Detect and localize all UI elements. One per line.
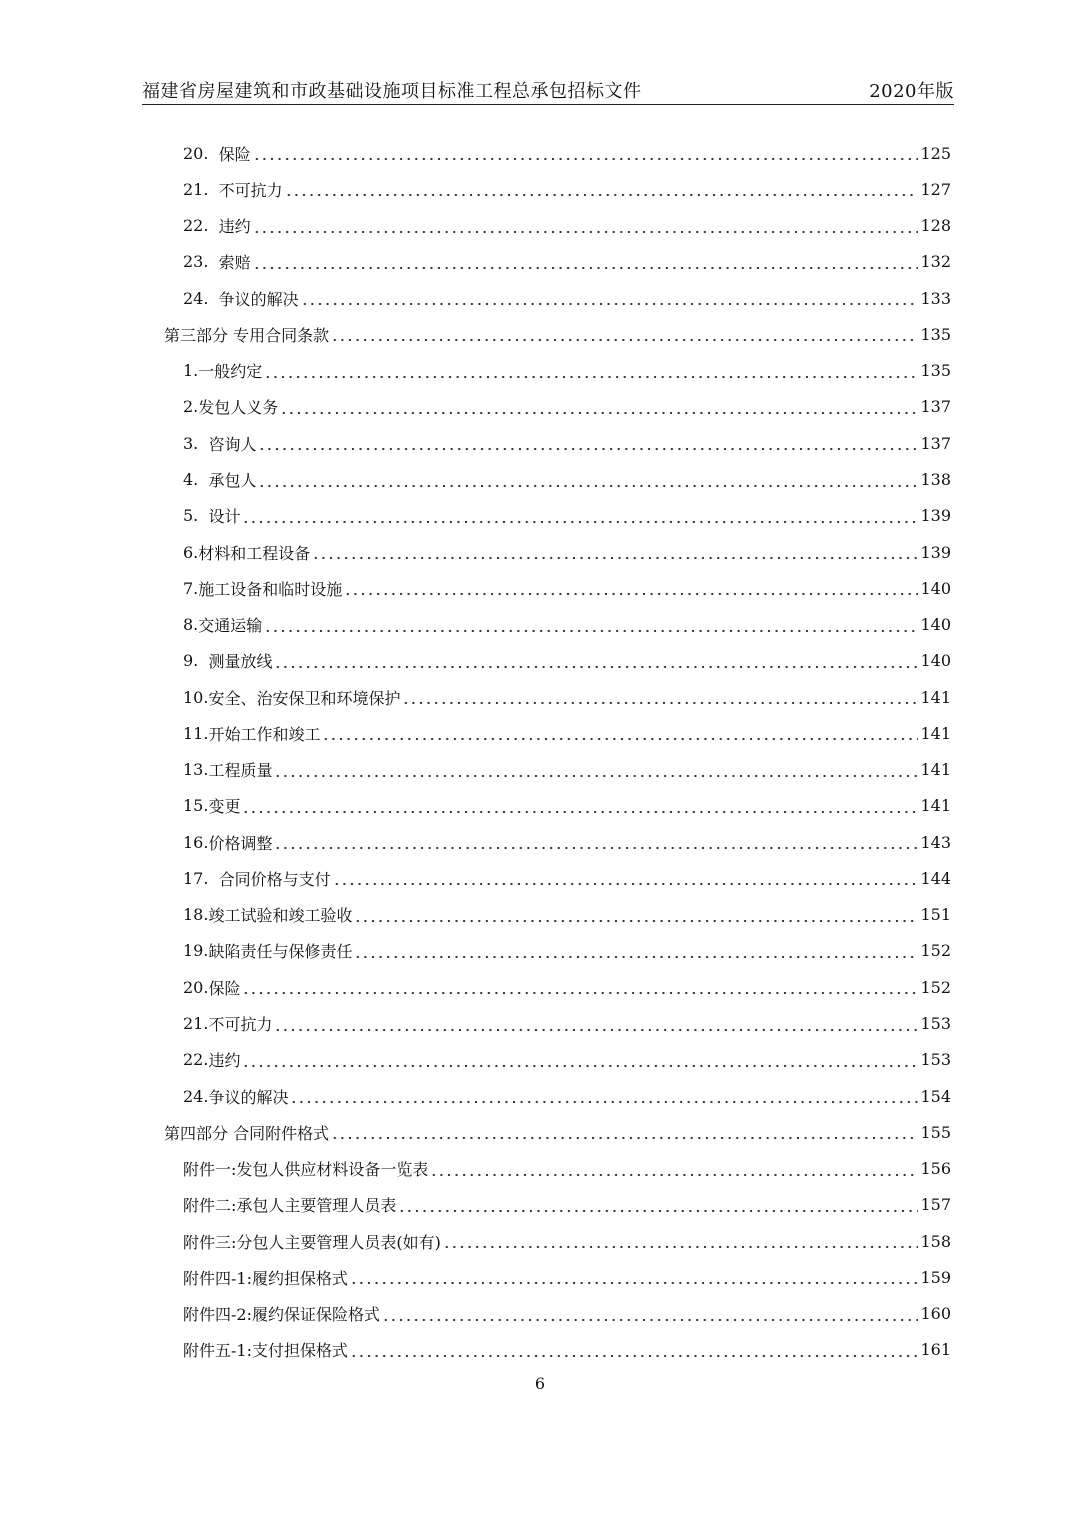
- dot-leader: [333, 869, 919, 887]
- toc-entry-title: 争议的解决: [218, 289, 299, 309]
- edition-label: 2020年版: [869, 81, 954, 102]
- toc-entry-number: 21.: [183, 1014, 209, 1033]
- dot-leader: [242, 978, 918, 996]
- toc-entry-title: 一般约定: [198, 362, 263, 382]
- toc-entry-number: 23.: [183, 252, 209, 272]
- toc-entry[interactable]: [0, 1042, 1080, 1078]
- toc-entry-number: 附件三:: [183, 1232, 237, 1252]
- toc-entry-number: 附件五-1:: [183, 1341, 252, 1361]
- toc-entry[interactable]: [0, 1223, 1080, 1259]
- toc-entry[interactable]: [0, 824, 1080, 860]
- toc-entry-page: 151: [920, 905, 951, 925]
- dot-leader: [301, 289, 919, 307]
- toc-entry[interactable]: [0, 1296, 1080, 1332]
- toc-entry-spacing: [208, 869, 218, 888]
- toc-entry[interactable]: [0, 1150, 1080, 1186]
- toc-entry-page: 137: [920, 397, 951, 417]
- toc-entry-title: 合同价格与支付: [218, 869, 331, 889]
- dot-leader: [350, 1268, 918, 1286]
- toc-entry-page: 132: [920, 252, 951, 272]
- toc-entry-title: 竣工试验和竣工验收: [208, 906, 353, 926]
- toc-entry-page: 158: [920, 1231, 951, 1251]
- toc-entry-page: 161: [920, 1340, 951, 1360]
- dot-leader: [253, 253, 919, 271]
- toc-entry-page: 141: [920, 760, 951, 780]
- toc-entry-number: 附件四-2:: [183, 1305, 252, 1325]
- toc-entry-page: 139: [920, 542, 951, 562]
- toc-entry[interactable]: [0, 534, 1080, 570]
- toc-entry[interactable]: [0, 425, 1080, 461]
- toc-entry-title: 材料和工程设备: [198, 543, 311, 563]
- toc-entry-page: 133: [920, 288, 951, 308]
- dot-leader: [354, 906, 918, 924]
- toc-entry-page: 140: [920, 651, 951, 671]
- toc-entry-number: 24.: [183, 1086, 209, 1106]
- toc-entry-title: 违约: [208, 1051, 241, 1071]
- toc-entry-number: 3.: [183, 433, 199, 453]
- toc-entry[interactable]: [0, 752, 1080, 788]
- toc-entry-page: 155: [920, 1122, 951, 1142]
- toc-entry-number: 6.: [183, 542, 199, 562]
- toc-entry-number: 第四部分: [164, 1123, 229, 1143]
- toc-entry[interactable]: [0, 171, 1080, 207]
- toc-entry-number: 第三部分: [164, 325, 229, 345]
- toc-entry-page: 128: [920, 216, 951, 236]
- toc-entry-title: 合同附件格式: [233, 1123, 330, 1143]
- toc-entry-title: 索赔: [218, 253, 251, 273]
- toc-entry-number: 15.: [183, 796, 209, 816]
- dot-leader: [290, 1087, 918, 1105]
- toc-entry-page: 152: [920, 941, 951, 961]
- toc-entry-number: 19.: [183, 941, 209, 961]
- dot-leader: [402, 688, 918, 706]
- toc-entry[interactable]: [0, 860, 1080, 896]
- document-title: 福建省房屋建筑和市政基础设施项目标准工程总承包招标文件: [142, 81, 642, 102]
- toc-entry[interactable]: [0, 1187, 1080, 1223]
- dot-leader: [274, 652, 918, 670]
- toc-entry-title: 专用合同条款: [233, 325, 330, 345]
- toc-entry-number: 附件四-1:: [183, 1268, 252, 1288]
- toc-entry[interactable]: [0, 1005, 1080, 1041]
- page-number: 6: [534, 1374, 546, 1393]
- toc-entry[interactable]: [0, 1114, 1080, 1150]
- toc-entry-number: 17.: [183, 868, 209, 888]
- toc-entry-number: 22.: [183, 1050, 209, 1070]
- header-rule: [142, 104, 954, 105]
- toc-entry-page: 135: [920, 361, 951, 381]
- dot-leader: [264, 362, 918, 380]
- toc-entry-page: 127: [920, 179, 951, 199]
- dot-leader: [274, 833, 918, 851]
- toc-entry-title: 违约: [218, 217, 251, 237]
- toc-entry[interactable]: [0, 897, 1080, 933]
- toc-entry[interactable]: [0, 1259, 1080, 1295]
- dot-leader: [242, 1051, 918, 1069]
- toc-entry-spacing: [208, 216, 218, 235]
- toc-entry-page: 154: [920, 1086, 951, 1106]
- toc-entry-title: 咨询人: [208, 434, 257, 454]
- toc-entry-title: 分包人主要管理人员表(如有): [236, 1232, 441, 1252]
- toc-entry[interactable]: [0, 461, 1080, 497]
- dot-leader: [382, 1305, 918, 1323]
- toc-entry-number: 21.: [183, 179, 209, 199]
- toc-entry-title: 发包人供应材料设备一览表: [236, 1160, 429, 1180]
- toc-entry-title: 变更: [208, 797, 241, 817]
- toc-entry-number: 附件一:: [183, 1160, 237, 1180]
- dot-leader: [312, 543, 918, 561]
- toc-entry-number: 20.: [183, 143, 209, 163]
- toc-entry-page: 156: [920, 1159, 951, 1179]
- toc-entry-spacing: [208, 289, 218, 308]
- toc-entry[interactable]: [0, 498, 1080, 534]
- toc-entry-title: 承包人: [208, 471, 257, 491]
- toc-entry-title: 不可抗力: [218, 180, 283, 200]
- dot-leader: [264, 616, 918, 634]
- toc-entry-page: 144: [920, 868, 951, 888]
- toc-entry-title: 测量放线: [208, 652, 273, 672]
- dot-leader: [331, 1123, 918, 1141]
- dot-leader: [354, 942, 918, 960]
- toc-entry-title: 交通运输: [198, 616, 263, 636]
- dot-leader: [350, 1341, 918, 1359]
- toc-entry-page: 138: [920, 470, 951, 490]
- toc-entry-spacing: [198, 470, 208, 489]
- toc-entry[interactable]: [0, 933, 1080, 969]
- dot-leader: [274, 761, 918, 779]
- toc-entry-spacing: [198, 506, 208, 525]
- dot-leader: [258, 434, 918, 452]
- toc-entry-number: 5.: [183, 506, 199, 526]
- toc-entry-page: 157: [920, 1195, 951, 1215]
- toc-entry-number: 2.: [183, 397, 199, 417]
- dot-leader: [322, 724, 918, 742]
- toc-entry-spacing: [198, 434, 208, 453]
- toc-entry-page: 159: [920, 1267, 951, 1287]
- toc-entry-page: 160: [920, 1304, 951, 1324]
- toc-entry[interactable]: [0, 244, 1080, 280]
- toc-entry-number: 16.: [183, 832, 209, 852]
- toc-entry-number: 24.: [183, 288, 209, 308]
- toc-entry-title: 价格调整: [208, 833, 273, 853]
- dot-leader: [280, 398, 918, 416]
- toc-entry-page: 137: [920, 433, 951, 453]
- toc-entry-title: 支付担保格式: [251, 1341, 348, 1361]
- toc-entry-title: 履约保证保险格式: [251, 1305, 380, 1325]
- toc-entry-number: 10.: [183, 687, 209, 707]
- dot-leader: [331, 325, 918, 343]
- toc-entry-number: 9.: [183, 651, 199, 671]
- toc-entry-page: 141: [920, 796, 951, 816]
- dot-leader: [398, 1196, 918, 1214]
- toc-entry-number: 8.: [183, 615, 199, 635]
- toc-entry-title: 保险: [208, 978, 241, 998]
- toc-entry-page: 140: [920, 578, 951, 598]
- dot-leader: [258, 471, 918, 489]
- toc-entry[interactable]: [0, 788, 1080, 824]
- toc-entry-number: 附件二:: [183, 1196, 237, 1216]
- toc-entry[interactable]: [0, 1332, 1080, 1368]
- dot-leader: [253, 144, 919, 162]
- toc-entry-title: 发包人义务: [198, 398, 279, 418]
- running-header: [142, 76, 954, 104]
- toc-entry-number: 22.: [183, 216, 209, 236]
- toc-entry[interactable]: [0, 715, 1080, 751]
- toc-entry[interactable]: [0, 316, 1080, 352]
- dot-leader: [242, 797, 918, 815]
- toc-entry-title: 工程质量: [208, 761, 273, 781]
- toc-entry-title: 施工设备和临时设施: [198, 579, 343, 599]
- toc-entry-title: 争议的解决: [208, 1087, 289, 1107]
- toc-entry[interactable]: [0, 606, 1080, 642]
- toc-entry[interactable]: [0, 969, 1080, 1005]
- toc-entry-page: 141: [920, 687, 951, 707]
- toc-entry-title: 保险: [218, 144, 251, 164]
- dot-leader: [344, 579, 918, 597]
- dot-leader: [443, 1232, 919, 1250]
- toc-entry[interactable]: [0, 679, 1080, 715]
- toc-entry-number: 1.: [183, 361, 199, 381]
- toc-entry-number: 11.: [183, 723, 209, 743]
- toc-entry[interactable]: [0, 389, 1080, 425]
- toc-entry-title: 设计: [208, 507, 241, 527]
- toc-entry-number: 4.: [183, 470, 199, 490]
- dot-leader: [285, 180, 919, 198]
- toc-entry-page: 153: [920, 1014, 951, 1033]
- toc-entry-spacing: [208, 180, 218, 199]
- toc-entry-title: 安全、治安保卫和环境保护: [208, 688, 401, 708]
- toc-entry[interactable]: [0, 280, 1080, 316]
- toc-entry[interactable]: [0, 208, 1080, 244]
- dot-leader: [253, 217, 919, 235]
- toc-entry-page: 143: [920, 832, 951, 852]
- toc-entry[interactable]: [0, 570, 1080, 606]
- dot-leader: [430, 1160, 918, 1178]
- toc-entry-title: 开始工作和竣工: [208, 724, 321, 744]
- dot-leader: [274, 1015, 918, 1033]
- toc-entry-title: 不可抗力: [208, 1015, 273, 1034]
- toc-entry[interactable]: [0, 353, 1080, 389]
- toc-entry-page: 152: [920, 977, 951, 997]
- toc-entry-number: 18.: [183, 905, 209, 925]
- toc-entry-number: 7.: [183, 578, 199, 598]
- toc-entry-page: 140: [920, 615, 951, 635]
- toc-entry[interactable]: [0, 135, 1080, 171]
- toc-entry[interactable]: [0, 1078, 1080, 1114]
- toc-entry-title: 履约担保格式: [251, 1268, 348, 1288]
- toc-entry-title: 承包人主要管理人员表: [236, 1196, 397, 1216]
- table-of-contents: [0, 135, 1080, 1368]
- toc-entry-number: 13.: [183, 760, 209, 780]
- toc-entry-number: 20.: [183, 977, 209, 997]
- dot-leader: [242, 507, 918, 525]
- toc-entry-page: 135: [920, 324, 951, 344]
- toc-entry-page: 139: [920, 506, 951, 526]
- toc-entry-spacing: [208, 252, 218, 271]
- toc-entry[interactable]: [0, 643, 1080, 679]
- toc-entry-title: 缺陷责任与保修责任: [208, 942, 353, 962]
- toc-entry-spacing: [198, 651, 208, 670]
- toc-entry-page: 153: [920, 1050, 951, 1070]
- toc-entry-page: 141: [920, 723, 951, 743]
- toc-entry-page: 125: [920, 143, 951, 163]
- toc-entry-spacing: [208, 144, 218, 163]
